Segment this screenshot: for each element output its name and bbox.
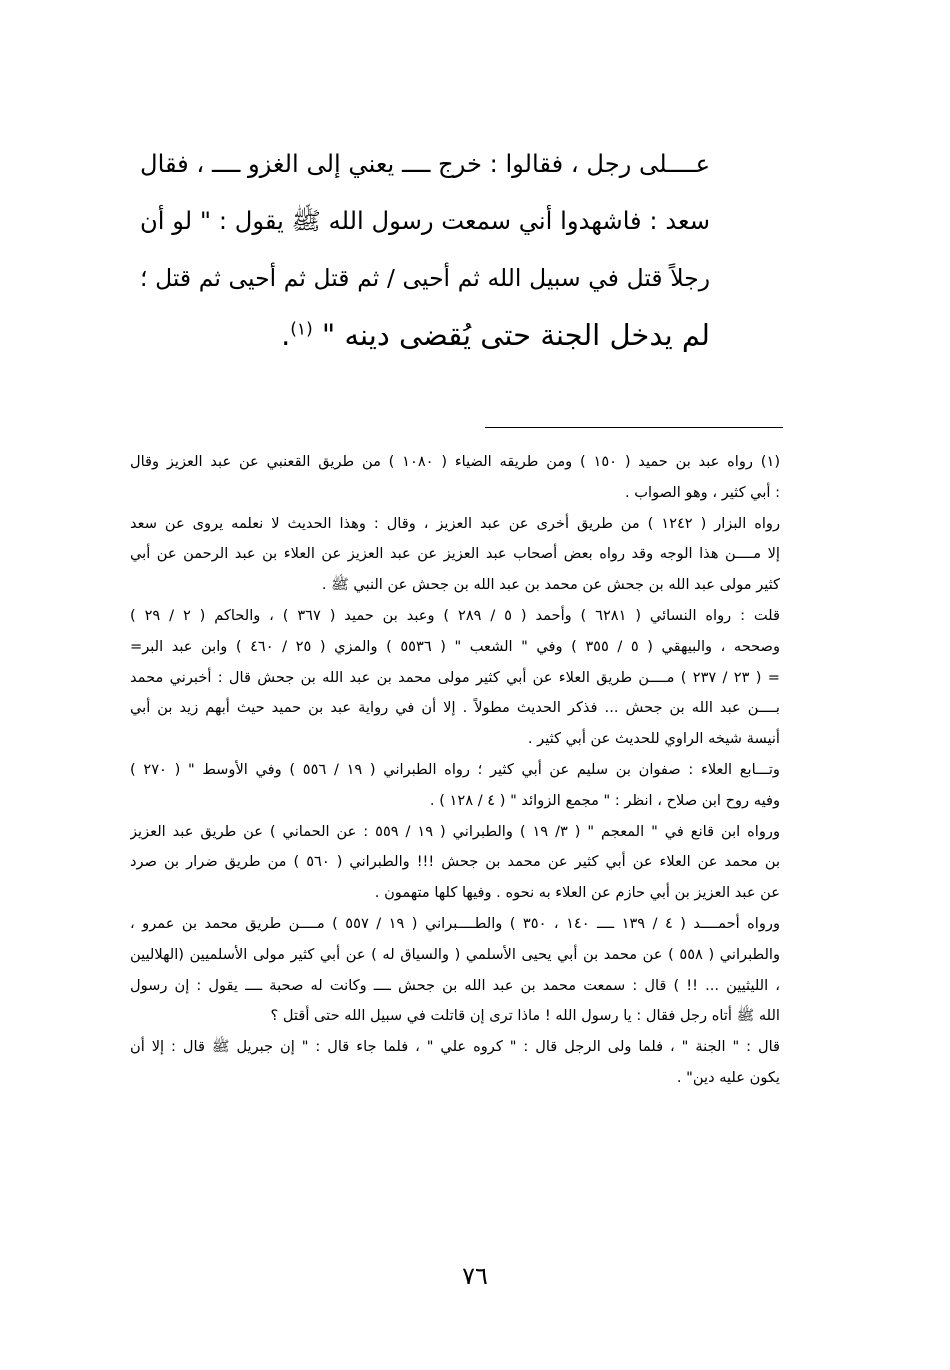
footnote-line: وفيه روح ابن صلاح ، انظر : " مجمع الزوائد " ( ٤ / ١٢٨ ) .: [429, 791, 780, 809]
footnote-line: كثير مولى عبد الله بن جحش عن محمد بن عبد الله بن جحش عن النبي ﷺ .: [321, 576, 780, 594]
main-line-last: [140, 307, 710, 364]
footnote-line: وصححه ، والبيهقي ( ٥ / ٣٥٥ ) وفي " الشعب " ( ٥٥٣٦ ) والمزي ( ٢٥ / ٤٦٠ ) وابن عبد البر=: [130, 637, 780, 655]
footnote-line: (١) رواه عبد بن حميد ( ١٥٠ ) ومن طريقه الضياء ( ١٠٨٠ ) من طريق القعنبي عن عبد العزيز وقال: [130, 453, 780, 470]
footnote-line: ورواه ابن قانع في " المعجم " ( ٣/ ١٩ ) والطبراني ( ١٩ / ٥٥٩ : عن الحماني ) عن طريق عبد العزيز: [130, 822, 780, 840]
footnote-line: إلا مــــن هذا الوجه وقد رواه بعض أصحاب عبد العزيز عن عبد العزيز عن العلاء بن عبد الرحمن عن أبي: [130, 545, 780, 563]
main-line-text: لم يدخل الجنة حتى يُقضى دينه ": [312, 318, 710, 352]
main-text: [140, 136, 710, 364]
footnote-line: : أبي كثير ، وهو الصواب .: [625, 483, 780, 501]
main-line: سعد : فاشهدوا أني سمعت رسول الله ﷺ يقول : " لو أن: [140, 207, 710, 235]
footnote-line: ، الليثيين ... !! ) قال : سمعت محمد بن عبد الله بن جحش ــــ وكانت له صحبة ــــ يقول : إن رسول: [130, 976, 780, 994]
footnote-line: عن عبد العزيز بن أبي حازم عن العلاء به نحوه . وفيها كلها متهمون .: [374, 884, 780, 902]
footnote-line: بن محمد عن العلاء عن أبي كثير عن محمد بن جحش !!! والطبراني ( ٥٦٠ ) من طريق ضرار بن صرد: [130, 853, 780, 871]
footnote-line: وتـــابع العلاء : صفوان بن سليم عن أبي كثير ؛ رواه الطبراني ( ١٩ / ٥٥٦ ) وفي الأوسط " ( ٢٧٠ ): [130, 760, 780, 778]
footnote-line: = ( ٢٣ / ٢٣٧ ) مــــن طريق العلاء عن أبي كثير مولى محمد بن عبد الله بن جحش قال : أخبرني محمد: [130, 668, 780, 686]
page-number: ٧٦: [462, 1262, 488, 1290]
footnote-line: يكون عليه دين" .: [676, 1068, 780, 1086]
footnote-line: قلت : رواه النسائي ( ٦٢٨١ ) وأحمد ( ٥ / ٢٨٩ ) وعبد بن حميد ( ٣٦٧ ) ، والحاكم ( ٢ / ٢٩ ): [130, 606, 780, 624]
footnote-reference: (١): [290, 319, 313, 340]
footnote-line: رواه البزار ( ١٢٤٢ ) من طريق أخرى عن عبد العزيز ، وقال : وهذا الحديث لا نعلمه يروى عن سعد: [130, 514, 780, 532]
footnotes: [130, 447, 780, 1094]
footnote-line: أنيسة شيخه الراوي للحديث عن أبي كثير .: [527, 730, 780, 748]
footnote-line: الله ﷺ أتاه رجل فقال : يا رسول الله ! ماذا ترى إن قاتلت في سبيل الله حتى أقتل ؟: [270, 1007, 780, 1025]
footnote-line: ورواه أحمــــد ( ٤ / ١٣٩ ــــ ١٤٠ ، ٣٥٠ ) والطــــبراني ( ١٩ / ٥٥٧ ) مــــن طريق محمد بن عمرو ،: [130, 914, 780, 932]
footnote-line: والطبراني ( ٥٥٨ ) عن محمد بن أبي يحيى الأسلمي ( والسياق له ) عن أبي كثير مولى الأسلميين (الهلاليين: [130, 945, 780, 963]
footnote-line: بــــن عبد الله بن جحش ... فذكر الحديث مطولاً . إلا أن في رواية عبد بن حميد حيث أبهم زيد بن أبي: [130, 699, 780, 717]
main-line: عــــلى رجل ، فقالوا : خرج ــــ يعني إلى الغزو ــــ ، فقال: [140, 150, 710, 178]
main-line: رجلاً قتل في سبيل الله ثم أحيى / ثم قتل ثم أحيى ثم قتل ؛: [140, 264, 710, 292]
footnote-separator: [485, 427, 783, 428]
footnote-line: قال : " الجنة " ، فلما ولى الرجل قال : " كروه علي " ، فلما جاء قال : " إن جبريل ﷺ قال : إلا أن: [130, 1038, 780, 1056]
end-period: .: [281, 318, 291, 352]
